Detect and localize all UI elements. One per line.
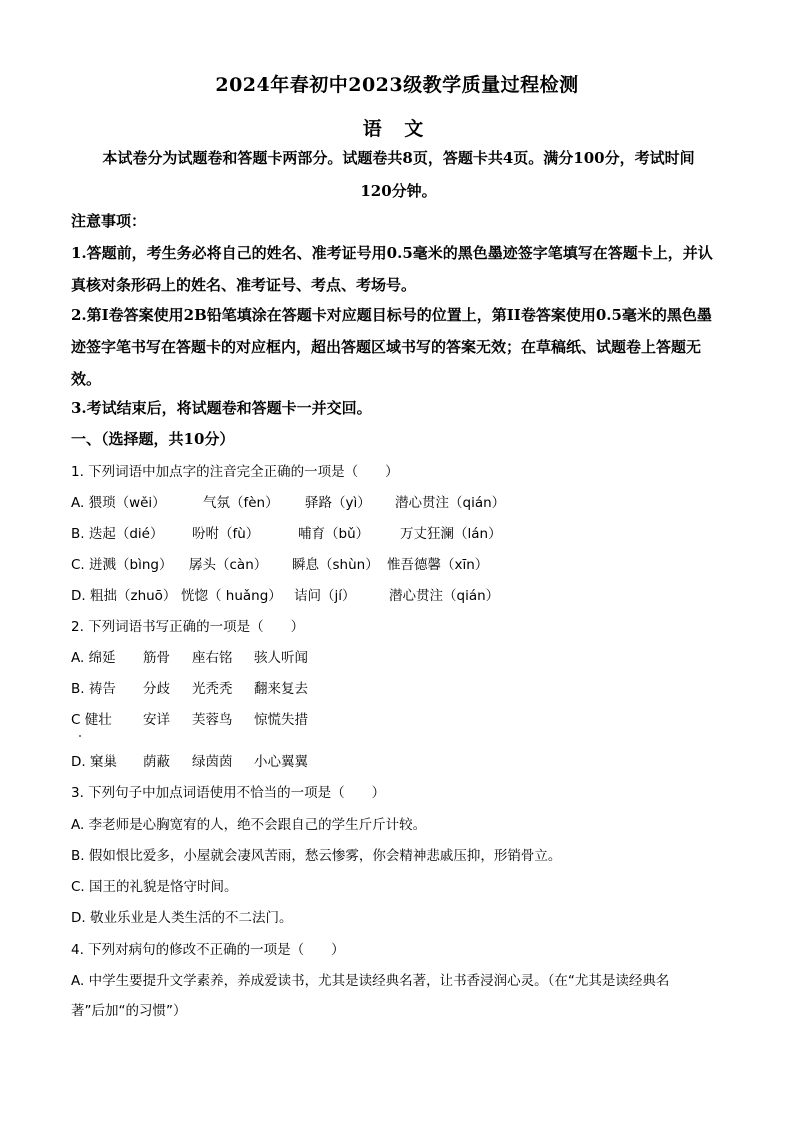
option-item: C 健壮 (71, 712, 112, 728)
note-2: 2.第I卷答案使用2B铅笔填涂在答题卡对应题目标号的位置上，第II卷答案使用0.5毫米的黑色墨迹签字笔书写在答题卡的对应框内，超出答题区域书写的答案无效；在草稿纸、试题卷上答题无效。 (71, 306, 712, 388)
stray-dot (79, 735, 81, 737)
option-item: 惊慌失措 (254, 712, 308, 728)
option-item: 潜心贯注（qián） (389, 588, 500, 604)
option-item: 驿路（yì） (305, 495, 371, 511)
question-2-stem: 2. 下列词语书写正确的一项是（ ） (71, 619, 305, 635)
option-item: 分歧 (143, 681, 170, 697)
option-item: B. 迭起（dié） (71, 526, 164, 542)
option-item: 吩咐（fù） (192, 526, 260, 542)
notes-heading: 注意事项： (71, 212, 147, 230)
option-item: B. 祷告 (71, 681, 116, 697)
question-1-stem: 1. 下列词语中加点字的注音完全正确的一项是（ ） (71, 464, 399, 480)
option-item: 哺育（bǔ） (298, 526, 370, 542)
option-item: 芙蓉鸟 (192, 712, 233, 728)
option-item: 孱头（càn） (189, 557, 268, 573)
option-item: 荫蔽 (143, 754, 170, 770)
exam-title: 2024年春初中2023级教学质量过程检测 (215, 74, 579, 96)
intro-line-2: 120分钟。 (360, 182, 437, 200)
option-item: A. 绵延 (71, 650, 116, 666)
section-heading: 一、（选择题，共10分） (71, 430, 235, 448)
question-1-option-b (71, 524, 502, 544)
option-item: 万丈狂澜（lán） (400, 526, 502, 542)
note-1: 1.答题前，考生务必将自己的姓名、准考证号用0.5毫米的黑色墨迹签字笔填写在答题卡上，并认真核对条形码上的姓名、准考证号、考点、考场号。 (71, 244, 713, 294)
question-1-option-d (71, 586, 499, 606)
option-item: 安详 (143, 712, 170, 728)
question-2-option-b (71, 679, 308, 699)
question-2-option-c (71, 710, 308, 730)
question-3-option-a: A. 李老师是心胸宽宥的人，绝不会跟自己的学生斤斤计较。 (71, 817, 427, 833)
option-item: C. 迸溅（bìng） (71, 557, 173, 573)
option-item: 诘问（jí） (294, 588, 356, 604)
question-4-stem: 4. 下列对病句的修改不正确的一项是（ ） (71, 942, 345, 958)
option-item: 瞬息（shùn） (292, 557, 379, 573)
option-item: A. 猥琐（wěi） (71, 495, 166, 511)
question-2-option-a (71, 648, 308, 668)
option-item: 绿茵茵 (192, 754, 233, 770)
question-3-option-d: D. 敬业乐业是人类生活的不二法门。 (71, 910, 293, 926)
subject-title: 语 文 (362, 118, 432, 140)
question-3-stem: 3. 下列句子中加点词语使用不恰当的一项是（ ） (71, 785, 386, 801)
question-3-option-c: C. 国王的礼貌是恪守时间。 (71, 879, 238, 895)
question-2-option-d (71, 752, 308, 772)
option-item: D. 粗拙（zhuō） (71, 588, 177, 604)
question-1-option-a (71, 493, 505, 513)
question-4-option-a-line-2: 著”后加“的习惯”） (71, 1003, 187, 1019)
intro-line-1: 本试卷分为试题卷和答题卡两部分。试题卷共8页，答题卡共4页。满分100分，考试时间 (102, 149, 695, 167)
option-item: 气氛（fèn） (203, 495, 279, 511)
option-item: 座右铭 (192, 650, 233, 666)
option-item: 惟吾德馨（xīn） (387, 557, 489, 573)
option-item: 光秃秃 (192, 681, 233, 697)
option-item: 恍惚（ huǎng） (181, 588, 282, 604)
option-item: 筋骨 (143, 650, 170, 666)
option-item: D. 窠巢 (71, 754, 117, 770)
option-item: 小心翼翼 (254, 754, 308, 770)
option-item: 骇人听闻 (254, 650, 308, 666)
option-item: 潜心贯注（qián） (395, 495, 506, 511)
question-3-option-b: B. 假如恨比爱多，小屋就会凄风苦雨，愁云惨雾，你会精神悲戚压抑，形销骨立。 (71, 848, 562, 864)
question-1-option-c (71, 555, 488, 575)
option-item: 翻来复去 (254, 681, 308, 697)
question-4-option-a-line-1: A. 中学生要提升文学素养，养成爱读书，尤其是读经典名著，让书香浸润心灵。（在“尤其是读经典名 (71, 973, 670, 989)
note-3: 3.考试结束后，将试题卷和答题卡一并交回。 (71, 399, 372, 417)
